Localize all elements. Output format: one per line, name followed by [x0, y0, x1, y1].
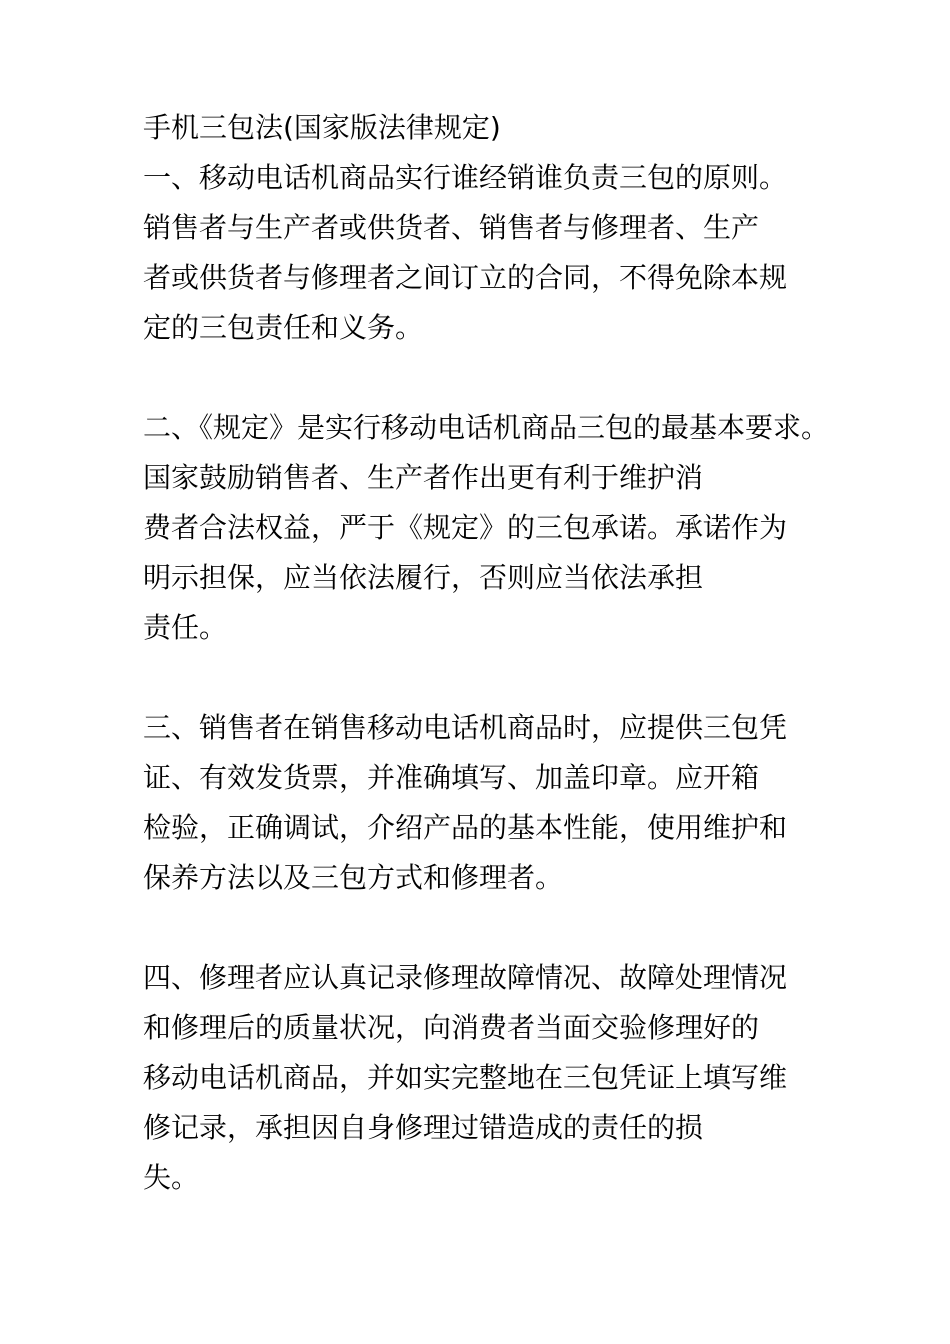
document-title: 手机三包法(国家版法律规定): [143, 111, 501, 144]
paragraph-spacer: [143, 903, 823, 953]
paragraph-line: 一、移动电话机商品实行谁经销谁负责三包的原则。: [143, 161, 788, 194]
paragraph-line: 责任。: [143, 611, 228, 644]
document-body: [143, 103, 830, 1203]
paragraph-line: 四、修理者应认真记录修理故障情况、故障处理情况: [143, 961, 788, 994]
paragraph-line: 修记录，承担因自身修理过错造成的责任的损: [143, 1111, 704, 1144]
paragraph-2: [143, 403, 830, 653]
paragraph-4: [143, 953, 823, 1203]
paragraph-line: 明示担保，应当依法履行，否则应当依法承担: [143, 561, 704, 594]
paragraph-line: 三、销售者在销售移动电话机商品时，应提供三包凭: [143, 711, 788, 744]
paragraph-line: 检验，正确调试，介绍产品的基本性能，使用维护和: [143, 811, 788, 844]
paragraph-line: 和修理后的质量状况，向消费者当面交验修理好的: [143, 1011, 760, 1044]
paragraph-3: [143, 703, 823, 903]
paragraph-line: 国家鼓励销售者、生产者作出更有利于维护消: [143, 461, 704, 494]
paragraph-1: [143, 153, 823, 353]
paragraph-spacer: [143, 353, 823, 403]
paragraph-line: 移动电话机商品，并如实完整地在三包凭证上填写维: [143, 1061, 788, 1094]
paragraph-line: 证、有效发货票，并准确填写、加盖印章。应开箱: [143, 761, 760, 794]
paragraph-line: 二、《规定》是实行移动电话机商品三包的最基本要求。: [143, 411, 830, 444]
paragraph-spacer: [143, 653, 823, 703]
paragraph-line: 销售者与生产者或供货者、销售者与修理者、生产: [143, 211, 760, 244]
paragraph-line: 失。: [143, 1161, 200, 1194]
paragraph-line: 保养方法以及三包方式和修理者。: [143, 861, 564, 894]
paragraph-line: 者或供货者与修理者之间订立的合同，不得免除本规: [143, 261, 788, 294]
paragraph-line: 费者合法权益，严于《规定》的三包承诺。承诺作为: [143, 511, 788, 544]
paragraph-line: 定的三包责任和义务。: [143, 311, 424, 344]
